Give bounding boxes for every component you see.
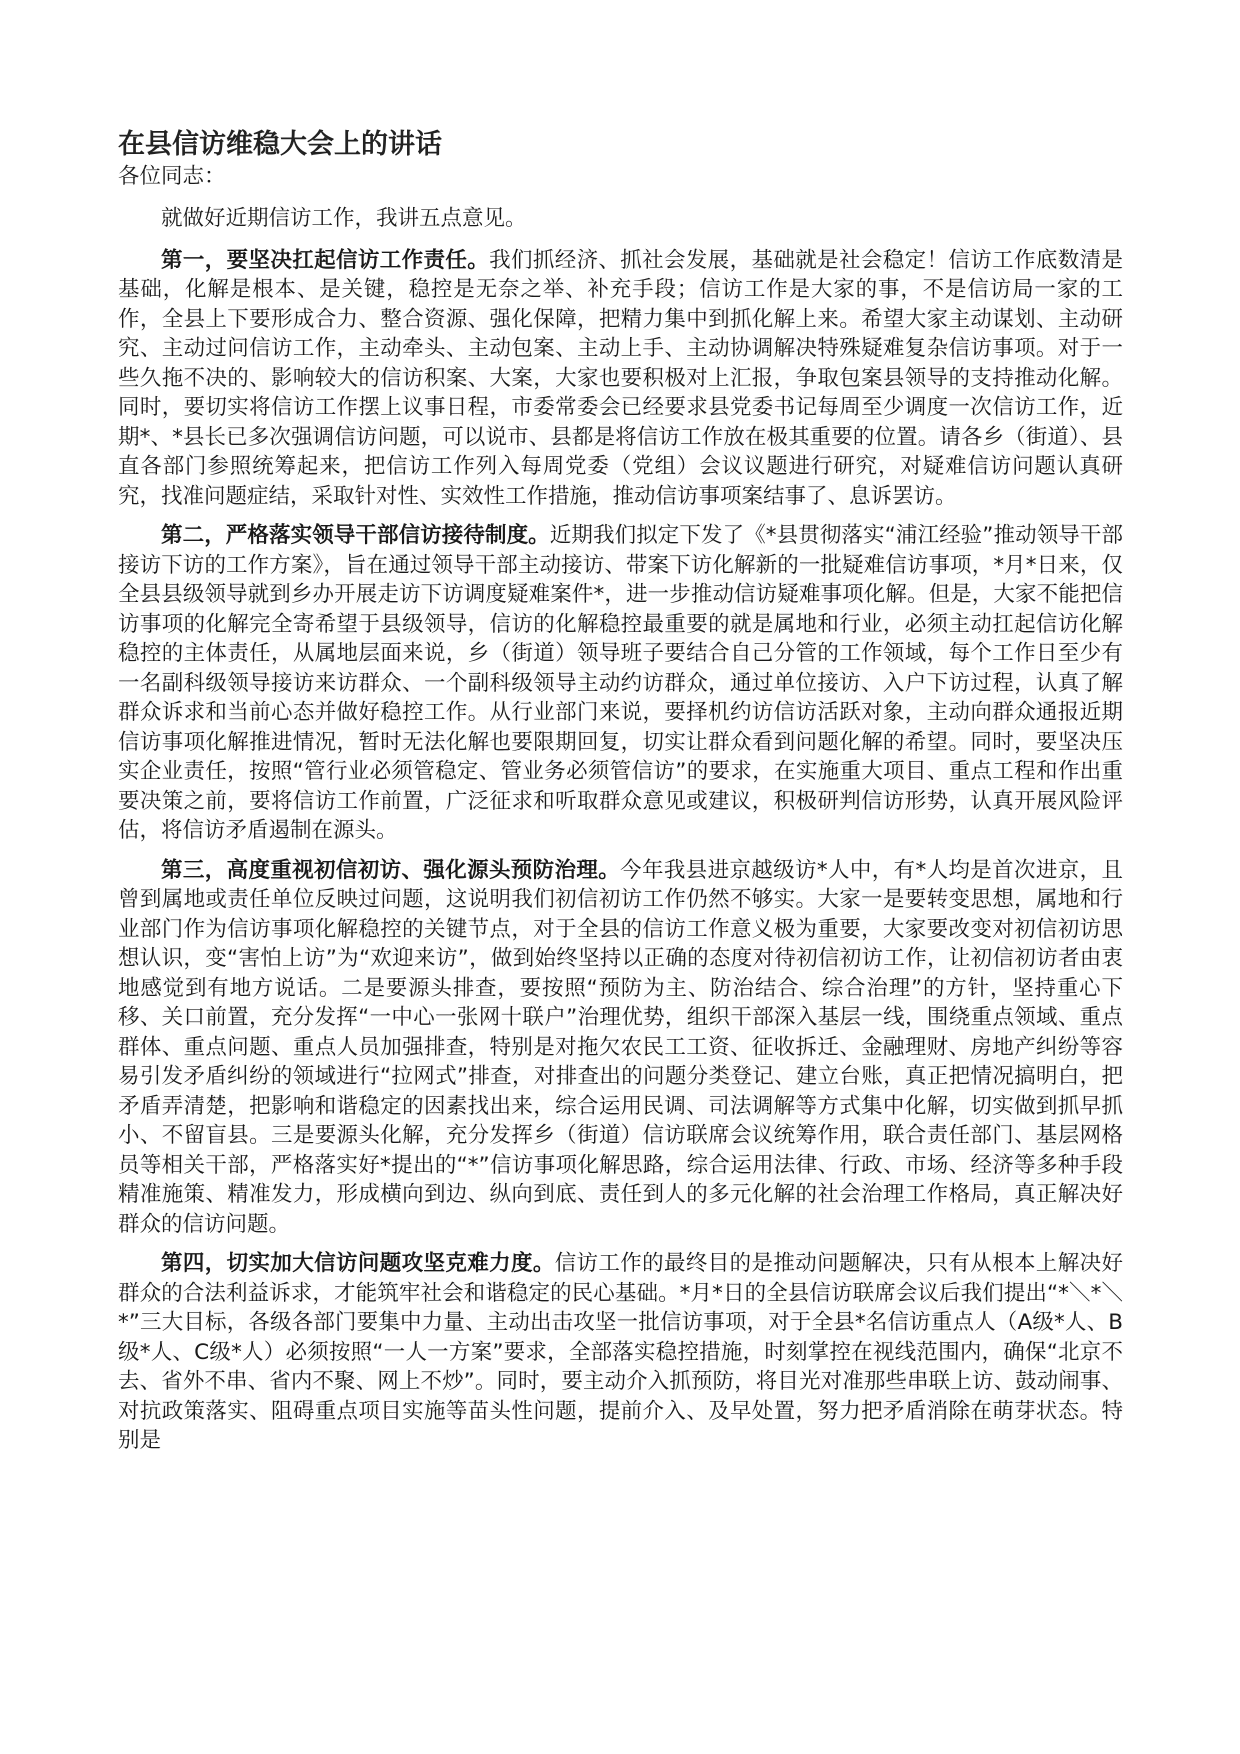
section-paragraph-1: [118, 246, 1123, 512]
section-heading-2: 第二，严格落实领导干部信访接待制度。: [161, 523, 550, 548]
document-title: 在县信访维稳大会上的讲话: [118, 129, 442, 160]
intro-paragraph: 就做好近期信访工作，我讲五点意见。: [161, 206, 527, 231]
section-heading-1: 第一，要坚决扛起信访工作责任。: [161, 247, 490, 273]
salutation: 各位同志：: [118, 164, 226, 189]
document-page: [118, 128, 1123, 1466]
section-body-3: 今年我县进京越级访*人中，有*人均是首次进京，且曾到属地或责任单位反映过问题，这说明我们初信初访工作仍然不够实。大家一是要转变思想，属地和行业部门作为信访事项化解稳控的关键节点，对于全县的信访工作意义极为重要，大家要改变对初信初访思想认识，变“害怕上访”为“欢迎来访”，做到始终坚持以正确的态度对待初信初访工作，让初信初访者由衷地感觉到有地方说话。二是要源头排查，要按照“预防为主、防治结合、综合治理”的方针，坚持重心下移、关口前置，充分发挥“一中心一张网十联户”治理优势，组织干部深入基层一线，围绕重点领域、重点群体、重点问题、重点人员加强排查，特别是对拖欠农民工工资、征收拆迁、金融理财、房地产纠纷等容易引发矛盾纠纷的领域进行“拉网式”排查，对排查出的问题分类登记、建立台账，真正把情况搞明白，把矛盾弄清楚，把影响和谐稳定的因素找出来，综合运用民调、司法调解等方式集中化解，切实做到抓早抓小、不留盲县。三是要源头化解，充分发挥乡（街道）信访联席会议统筹作用，联合责任部门、基层网格员等相关干部，严格落实好*提出的“*”信访事项化解思路，综合运用法律、行政、市场、经济等多种手段精准施策、精准发力，形成横向到边、纵向到底、责任到人的多元化解的社会治理工作格局，真正解决好群众的信访问题。: [118, 857, 1123, 1237]
section-paragraph-4: [118, 1249, 1123, 1456]
section-paragraph-3: [118, 856, 1123, 1240]
section-heading-4: 第四，切实加大信访问题攻坚克难力度。: [161, 1251, 555, 1276]
section-paragraph-2: [118, 521, 1123, 846]
section-body-4: 信访工作的最终目的是推动问题解决，只有从根本上解决好群众的合法利益诉求，才能筑牢社会和谐稳定的民心基础。*月*日的全县信访联席会议后我们提出“*＼*＼*”三大目标，各级各部门要集中力量、主动出击攻坚一批信访事项，对于全县*名信访重点人（A级*人、B级*人、C级*人）必须按照“一人一方案”要求，全部落实稳控措施，时刻掌控在视线范围内，确保“北京不去、省外不串、省内不聚、网上不炒”。同时，要主动介入抓预防，将目光对准那些串联上访、鼓动闹事、对抗政策落实、阻碍重点项目实施等苗头性问题，提前介入、及早处置，努力把矛盾消除在萌芽状态。特别是: [118, 1251, 1123, 1453]
section-body-1: 我们抓经济、抓社会发展，基础就是社会稳定！信访工作底数清是基础，化解是根本、是关键，稳控是无奈之举、补充手段；信访工作是大家的事，不是信访局一家的工作，全县上下要形成合力、整合资源、强化保障，把精力集中到抓化解上来。希望大家主动谋划、主动研究、主动过问信访工作，主动牵头、主动包案、主动上手、主动协调解决特殊疑难复杂信访事项。对于一些久拖不决的、影响较大的信访积案、大案，大家也要积极对上汇报，争取包案县领导的支持推动化解。同时，要切实将信访工作摆上议事日程，市委常委会已经要求县党委书记每周至少调度一次信访工作，近期*、*县长已多次强调信访问题，可以说市、县都是将信访工作放在极其重要的位置。请各乡（街道）、县直各部门参照统筹起来，把信访工作列入每周党委（党组）会议议题进行研究，对疑难信访问题认真研究，找准问题症结，采取针对性、实效性工作措施，推动信访事项案结事了、息诉罢访。: [118, 247, 1123, 509]
section-body-2: 近期我们拟定下发了《*县贯彻落实“浦江经验”推动领导干部接访下访的工作方案》，旨在通过领导干部主动接访、带案下访化解新的一批疑难信访事项，*月*日来，仅全县县级领导就到乡办开展走访下访调度疑难案件*，进一步推动信访疑难事项化解。但是，大家不能把信访事项的化解完全寄希望于县级领导，信访的化解稳控最重要的就是属地和行业，必须主动扛起信访化解稳控的主体责任，从属地层面来说，乡（街道）领导班子要结合自己分管的工作领域，每个工作日至少有一名副科级领导接访来访群众、一个副科级领导主动约访群众，通过单位接访、入户下访过程，认真了解群众诉求和当前心态并做好稳控工作。从行业部门来说，要择机约访信访活跃对象，主动向群众通报近期信访事项化解推进情况，暂时无法化解也要限期回复，切实让群众看到问题化解的希望。同时，要坚决压实企业责任，按照“管行业必须管稳定、管业务必须管信访”的要求，在实施重大项目、重点工程和作出重要决策之前，要将信访工作前置，广泛征求和听取群众意见或建议，积极研判信访形势，认真开展风险评估，将信访矛盾遏制在源头。: [118, 523, 1123, 843]
section-heading-3: 第三，高度重视初信初访、强化源头预防治理。: [161, 857, 621, 883]
